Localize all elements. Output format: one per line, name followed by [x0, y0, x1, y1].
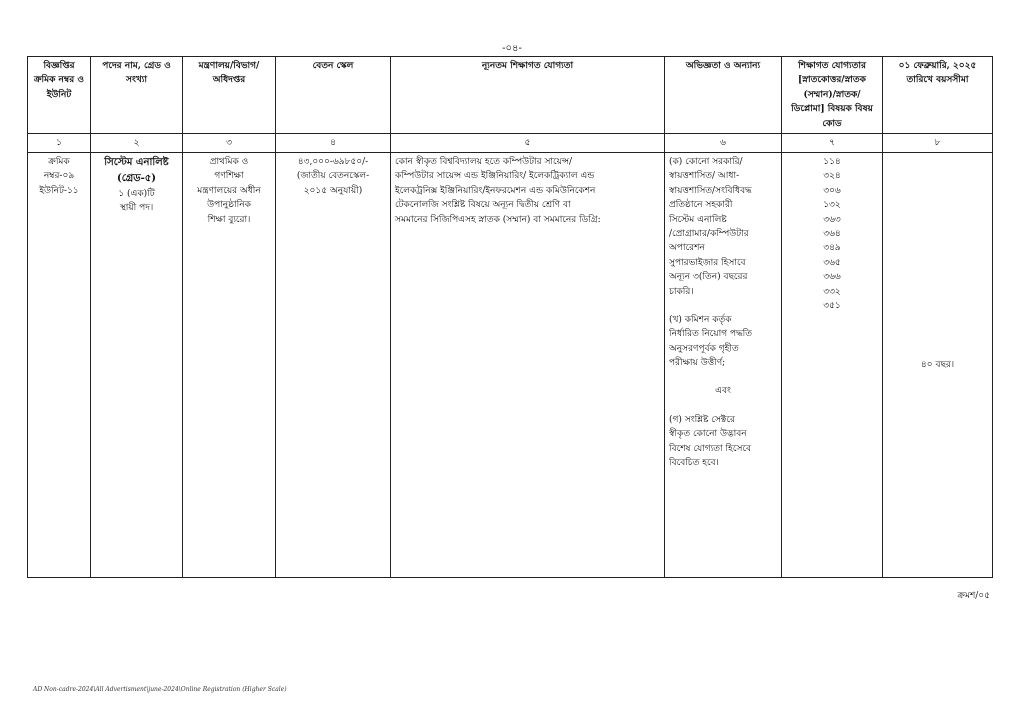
page-number: -০৪- [502, 43, 522, 54]
pay-scale-line: ২০১৫ অনুযায়ী) [303, 185, 363, 196]
experience-line: (গ) সংশ্লিষ্ট সেক্টরে [669, 414, 735, 425]
subject-code: ৩২৪ [823, 171, 841, 182]
column-number: ৫ [391, 134, 665, 153]
subject-code: ৩০৬ [823, 185, 841, 196]
pay-scale-cell [276, 153, 391, 578]
experience-line: নির্ধারিত নিয়োগ পদ্ধতি [669, 329, 753, 340]
pay-scale-line: (জাতীয় বেতনস্কেল- [296, 171, 370, 182]
header-serial: বিজ্ঞপ্তির ক্রমিক নম্বর ও ইউনিট [28, 57, 91, 134]
qualification-cell [391, 153, 665, 578]
column-number-row [28, 134, 993, 153]
age-limit-cell [883, 153, 993, 578]
header-pay-scale: বেতন স্কেল [276, 57, 391, 134]
ministry-line: শিক্ষা ব্যুরো। [207, 214, 251, 225]
post-type: স্থায়ী পদ। [119, 203, 154, 214]
experience-line: সুপারভাইজার হিসাবে [669, 257, 746, 268]
header-age-limit: ০১ ফেব্রুয়ারি, ২০২৫ তারিখে বয়সসীমা [883, 57, 993, 134]
header-row [28, 57, 993, 134]
table-row [28, 153, 993, 578]
ministry-line: গণশিক্ষা [214, 171, 244, 182]
subject-code: ৩৬৩ [823, 214, 841, 225]
qualification-line: সমমানের সিজিপিএসহ স্নাতক (সম্মান) বা সমমানের ডিগ্রি: [395, 214, 601, 225]
experience-line: বিবেচিত হবে। [669, 458, 719, 469]
post-grade: (গ্রেড-৫) [116, 173, 156, 184]
qualification-line: ইলেকট্রনিক্স ইঞ্জিনিয়ারিং/ইনফরমেশন এন্ড কমিউনিকেশন [395, 185, 596, 196]
subject-code: ৩৬৫ [823, 257, 841, 268]
header-qualification: ন্যূনতম শিক্ষাগত যোগ্যতা [391, 57, 665, 134]
header-experience: অভিজ্ঞতা ও অন্যান্য [665, 57, 782, 134]
experience-line: অনুসরণপূর্বক গৃহীত [669, 343, 739, 354]
column-number: ৪ [276, 134, 391, 153]
experience-line: স্বীকৃত কোনো উদ্ভাবন [669, 429, 747, 440]
qualification-line: কোন স্বীকৃত বিশ্ববিদ্যালয় হতে কম্পিউটার সায়েন্স/ [395, 157, 573, 167]
experience-and: এবং [715, 386, 731, 397]
subject-code: ৩৬৪ [823, 228, 841, 239]
serial-line: নম্বর-০৯ [43, 171, 75, 182]
qualification-line: টেকনোলজি সংশ্লিষ্ট বিষয়ে অন্যূন দ্বিতীয় শ্রেণি বা [395, 200, 571, 211]
subject-code: ৩৫১ [823, 300, 841, 311]
post-cell [91, 153, 183, 578]
ministry-cell [183, 153, 276, 578]
serial-cell [28, 153, 91, 578]
experience-line: অন্যূন ৩(তিন) বছরের [669, 272, 748, 283]
column-number: ৭ [782, 134, 883, 153]
footer-path: AD Non-cadre-2024\All Advertisment\june-2024\Online Registration (Higher Scale) [33, 686, 287, 693]
subject-code: ৩৬৬ [823, 272, 841, 283]
subject-code: ১৩২ [823, 200, 841, 211]
experience-line: চাকরি। [669, 286, 694, 297]
column-number: ২ [91, 134, 183, 153]
header-post: পদের নাম, গ্রেড ও সংখ্যা [91, 57, 183, 134]
age-limit: ৪০ বছর। [920, 359, 955, 370]
experience-line: সিস্টেম এনালিষ্ট [669, 214, 727, 225]
column-number: ৮ [883, 134, 993, 153]
column-number: ৬ [665, 134, 782, 153]
post-name: সিস্টেম এনালিষ্ট [104, 157, 169, 168]
experience-line: অপারেশন [669, 243, 705, 254]
header-ministry: মন্ত্রণালয়/বিভাগ/ অধিদপ্তর [183, 57, 276, 134]
experience-line: বিশেষ যোগ্যতা হিসেবে [669, 443, 752, 454]
spacer [669, 299, 777, 313]
experience-line: /প্রোগ্রামার/কম্পিউটার [669, 228, 749, 239]
experience-line: পরীক্ষায় উত্তীর্ণ; [669, 358, 726, 369]
header-subject-code: শিক্ষাগত যোগ্যতার [স্নাতকোত্তর/স্নাতক (সম্মান)/স্নাতক/ ডিপ্লোমা] বিষয়ক বিষয় কোড [782, 57, 883, 134]
experience-line: স্বায়ত্তশাসিত/ আধা- [669, 171, 740, 182]
serial-line: ক্রমিক [48, 157, 70, 167]
experience-cell [665, 153, 782, 578]
continued-label: ক্রমশ/০৫ [957, 591, 990, 601]
serial-line: ইউনিট-১১ [39, 185, 79, 196]
experience-line: স্বায়ত্তশাসিত/সংবিধিবদ্ধ [669, 185, 752, 196]
spacer [669, 370, 777, 384]
ministry-line: প্রাথমিক ও [209, 157, 249, 167]
ministry-line: উপানুষ্ঠানিক [207, 200, 251, 211]
experience-line: (খ) কমিশন কর্তৃক [669, 314, 732, 325]
experience-line: (ক) কোনো সরকারি/ [669, 157, 743, 167]
qualification-line: কম্পিউটার সায়েন্স এন্ড ইঞ্জিনিয়ারিং/ ইলেকট্রিক্যাল এন্ড [395, 171, 595, 182]
subject-code: ৩৪৯ [823, 243, 841, 254]
recruitment-table [27, 56, 993, 578]
experience-line: প্রতিষ্ঠানে সহকারী [669, 200, 733, 211]
pay-scale-line: ৪৩,০০০-৬৯৮৫০/- [297, 157, 369, 167]
subject-code: ৩৩২ [823, 286, 841, 297]
column-number: ১ [28, 134, 91, 153]
column-number: ৩ [183, 134, 276, 153]
subject-code: ১১৪ [823, 157, 841, 167]
ministry-line: মন্ত্রণালয়ের অধীন [197, 185, 261, 196]
post-count: ১ (এক)টি [118, 189, 155, 199]
subject-code-cell [782, 153, 883, 578]
spacer [669, 399, 777, 413]
